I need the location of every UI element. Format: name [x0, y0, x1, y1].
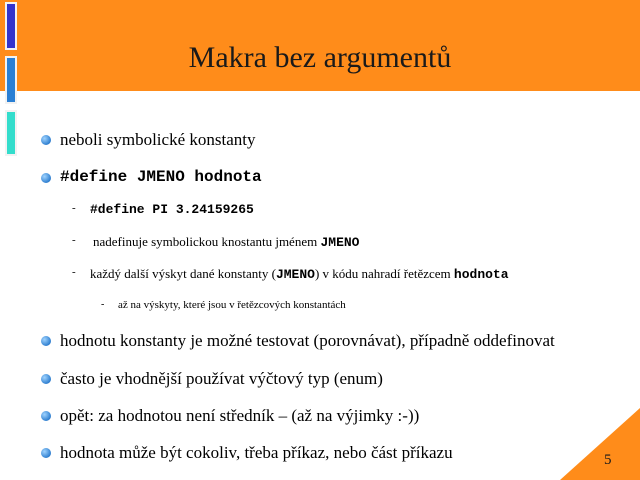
subbullet-text-part: každý další výskyt dané konstanty ( — [90, 266, 276, 281]
inline-code: hodnota — [453, 267, 509, 282]
bullet-text: neboli symbolické konstanty — [60, 130, 256, 149]
bullet-dot-icon — [41, 135, 51, 145]
bullet-dot-icon — [41, 374, 51, 384]
page-number: 5 — [604, 452, 612, 468]
subbullet-code-text: #define PI 3.24159265 — [90, 202, 254, 217]
dash-marker: - — [72, 202, 76, 214]
decor-block-cyan — [5, 110, 17, 156]
corner-decoration — [560, 408, 640, 480]
bullet-dot-icon — [41, 448, 51, 458]
bullet-text: hodnota může být cokoliv, třeba příkaz, nebo část příkazu — [60, 443, 453, 462]
dash-marker: - — [101, 299, 105, 310]
dash-marker: - — [72, 266, 76, 278]
subbullet-text — [93, 234, 359, 250]
bullet-dot-icon — [41, 336, 51, 346]
subsubbullet-text: až na výskyty, které jsou v řetězcových konstantách — [118, 299, 346, 311]
inline-code: JMENO — [275, 267, 315, 282]
inline-code: JMENO — [320, 235, 360, 250]
bullet-dot-icon — [41, 411, 51, 421]
dash-marker: - — [72, 234, 76, 246]
slide-title: Makra bez argumentů — [188, 41, 452, 74]
subbullet-text — [90, 266, 509, 282]
bullet-text: opět: za hodnotou není středník – (až na výjimky :-)) — [60, 406, 420, 425]
bullet-dot-icon — [41, 173, 51, 183]
bullet-text: často je vhodnější používat výčtový typ (enum) — [60, 369, 383, 388]
subbullet-text-part: ) v kódu nahradí řetězcem — [314, 266, 454, 281]
bullet-code-text: #define JMENO hodnota — [60, 168, 262, 186]
subbullet-text-part: nadefinuje symbolickou knostantu jménem — [93, 234, 321, 249]
bullet-text: hodnotu konstanty je možné testovat (porovnávat), případně oddefinovat — [60, 331, 555, 350]
